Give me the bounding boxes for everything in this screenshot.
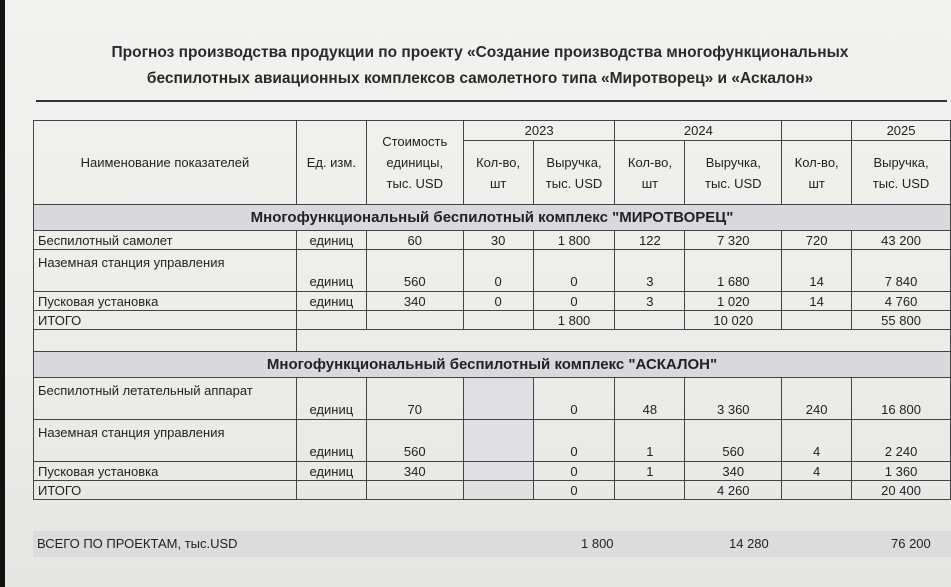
rev-label: Выручка, (873, 154, 929, 170)
row-rev-2025: 4 760 (852, 292, 951, 311)
row-rev-2024: 10 020 (685, 311, 782, 330)
qty-unit: шт (489, 175, 507, 191)
section-title: Многофункциональный беспилотный комплекс "МИРОТВОРЕЦ" (34, 205, 951, 231)
header-rev-2024 (685, 141, 782, 205)
row-qty-2025: 240 (782, 378, 852, 420)
title-line-1: Прогноз производства продукции по проекту «Создание производства многофункциональных (111, 44, 849, 61)
row-qty-2023 (463, 420, 533, 462)
row-cost (366, 311, 463, 330)
header-qty-2024 (615, 141, 685, 205)
row-name: ИТОГО (34, 481, 297, 500)
table-row (34, 231, 951, 250)
title-divider (36, 100, 947, 102)
row-rev-2023: 0 (533, 292, 615, 311)
row-qty-2023 (463, 311, 533, 330)
row-unit (296, 311, 366, 330)
row-qty-2023: 30 (463, 231, 533, 250)
spacer-cell (296, 330, 950, 352)
header-qty-2025 (782, 141, 852, 205)
row-rev-2024: 1 680 (685, 250, 782, 292)
row-rev-2025: 7 840 (852, 250, 951, 292)
section-header-mirotvorets (34, 205, 951, 231)
row-qty-2024: 122 (615, 231, 685, 250)
row-qty-2024: 1 (615, 420, 685, 462)
row-rev-2025: 1 360 (852, 462, 951, 481)
row-rev-2024: 340 (685, 462, 782, 481)
row-rev-2023: 0 (533, 420, 615, 462)
row-cost: 560 (366, 250, 463, 292)
row-cost: 70 (366, 378, 463, 420)
row-unit: единиц (296, 292, 366, 311)
row-qty-2023 (463, 462, 533, 481)
rev-unit: тыс. USD (872, 175, 930, 191)
row-qty-2025: 14 (782, 292, 852, 311)
row-rev-2024: 3 360 (685, 378, 782, 420)
row-unit: единиц (296, 420, 366, 462)
page-title (30, 40, 930, 92)
title-line-2: беспилотных авиационных комплексов самолетного типа «Миротворец» и «Аскалон» (146, 70, 814, 87)
qty-label: Кол-во, (794, 154, 839, 170)
row-rev-2023: 0 (533, 378, 615, 420)
section-title: Многофункциональный беспилотный комплекс "АСКАЛОН" (34, 352, 951, 378)
row-qty-2025: 4 (782, 462, 852, 481)
spacer-cell (34, 330, 297, 352)
row-name: Наземная станция управления (34, 420, 297, 462)
row-qty-2024: 1 (615, 462, 685, 481)
rev-unit: тыс. USD (705, 175, 762, 191)
header-qty-2023 (463, 141, 533, 205)
row-qty-2023 (463, 378, 533, 420)
row-qty-2025: 720 (782, 231, 852, 250)
header-cost-line3: тыс. USD (386, 176, 443, 191)
header-cost-line1: Стоимость (382, 134, 448, 149)
row-qty-2023: 0 (463, 292, 533, 311)
row-qty-2024 (615, 311, 685, 330)
header-row-years (34, 121, 951, 141)
header-unit: Ед. изм. (296, 121, 366, 205)
qty-label: Кол-во, (476, 154, 521, 170)
row-qty-2025: 4 (782, 420, 852, 462)
qty-label: Кол-во, (627, 154, 672, 170)
row-rev-2025: 16 800 (852, 378, 951, 420)
row-qty-2024: 3 (615, 292, 685, 311)
section-header-askalon (34, 352, 951, 378)
row-rev-2024: 1 020 (685, 292, 782, 311)
grand-total-bar (33, 531, 951, 557)
row-name: Пусковая установка (34, 462, 297, 481)
row-cost: 340 (366, 292, 463, 311)
rev-label: Выручка, (546, 154, 602, 170)
row-unit: единиц (296, 378, 366, 420)
row-qty-2025 (782, 481, 852, 500)
row-cost: 340 (366, 462, 463, 481)
row-name: Наземная станция управления (34, 250, 297, 292)
row-rev-2023: 1 800 (533, 231, 615, 250)
table-row (34, 250, 951, 292)
table-row (34, 378, 951, 420)
row-qty-2023: 0 (463, 250, 533, 292)
qty-unit: шт (641, 175, 659, 191)
row-rev-2023: 0 (533, 250, 615, 292)
rev-unit: тыс. USD (545, 175, 603, 191)
row-qty-2025 (782, 311, 852, 330)
row-unit (296, 481, 366, 500)
row-name: ИТОГО (34, 311, 297, 330)
grand-total-label: ВСЕГО ПО ПРОЕКТАМ, тыс.USD (37, 536, 238, 551)
header-rev-2023 (533, 141, 615, 205)
row-qty-2023 (463, 481, 533, 500)
table-row (34, 420, 951, 462)
row-qty-2025: 14 (782, 250, 852, 292)
table-row (34, 462, 951, 481)
header-rev-2025 (852, 141, 951, 205)
row-name: Беспилотный самолет (34, 231, 297, 250)
row-cost: 560 (366, 420, 463, 462)
row-qty-2024 (615, 481, 685, 500)
row-rev-2025: 2 240 (852, 420, 951, 462)
header-year-2024: 2024 (615, 121, 782, 141)
row-rev-2023: 1 800 (533, 311, 615, 330)
row-name: Беспилотный летательный аппарат (34, 378, 297, 420)
row-cost: 60 (366, 231, 463, 250)
header-year-2023: 2023 (463, 121, 615, 141)
row-name: Пусковая установка (34, 292, 297, 311)
row-rev-2025: 55 800 (852, 311, 951, 330)
row-unit: единиц (296, 250, 366, 292)
row-rev-2023: 0 (533, 481, 615, 500)
rev-label: Выручка, (705, 154, 761, 170)
scan-edge (0, 0, 5, 587)
header-name: Наименование показателей (34, 121, 297, 205)
qty-unit: шт (808, 175, 825, 191)
row-rev-2023: 0 (533, 462, 615, 481)
spacer-row (34, 330, 951, 352)
row-rev-2025: 43 200 (852, 231, 951, 250)
row-unit: единиц (296, 231, 366, 250)
header-cost-line2: единицы, (386, 155, 444, 170)
row-rev-2024: 7 320 (685, 231, 782, 250)
row-rev-2024: 560 (685, 420, 782, 462)
grand-total-2024: 14 280 (729, 536, 769, 551)
total-row (34, 311, 951, 330)
grand-total-2023: 1 800 (581, 536, 614, 551)
header-year-blank (782, 121, 852, 141)
row-cost (366, 481, 463, 500)
total-row (34, 481, 951, 500)
header-cost (366, 121, 463, 205)
production-forecast-table (33, 120, 951, 500)
header-year-2025: 2025 (852, 121, 951, 141)
row-qty-2024: 48 (615, 378, 685, 420)
grand-total-2025: 76 200 (891, 536, 931, 551)
row-rev-2024: 4 260 (685, 481, 782, 500)
row-qty-2024: 3 (615, 250, 685, 292)
row-rev-2025: 20 400 (852, 481, 951, 500)
table-row (34, 292, 951, 311)
row-unit: единиц (296, 462, 366, 481)
